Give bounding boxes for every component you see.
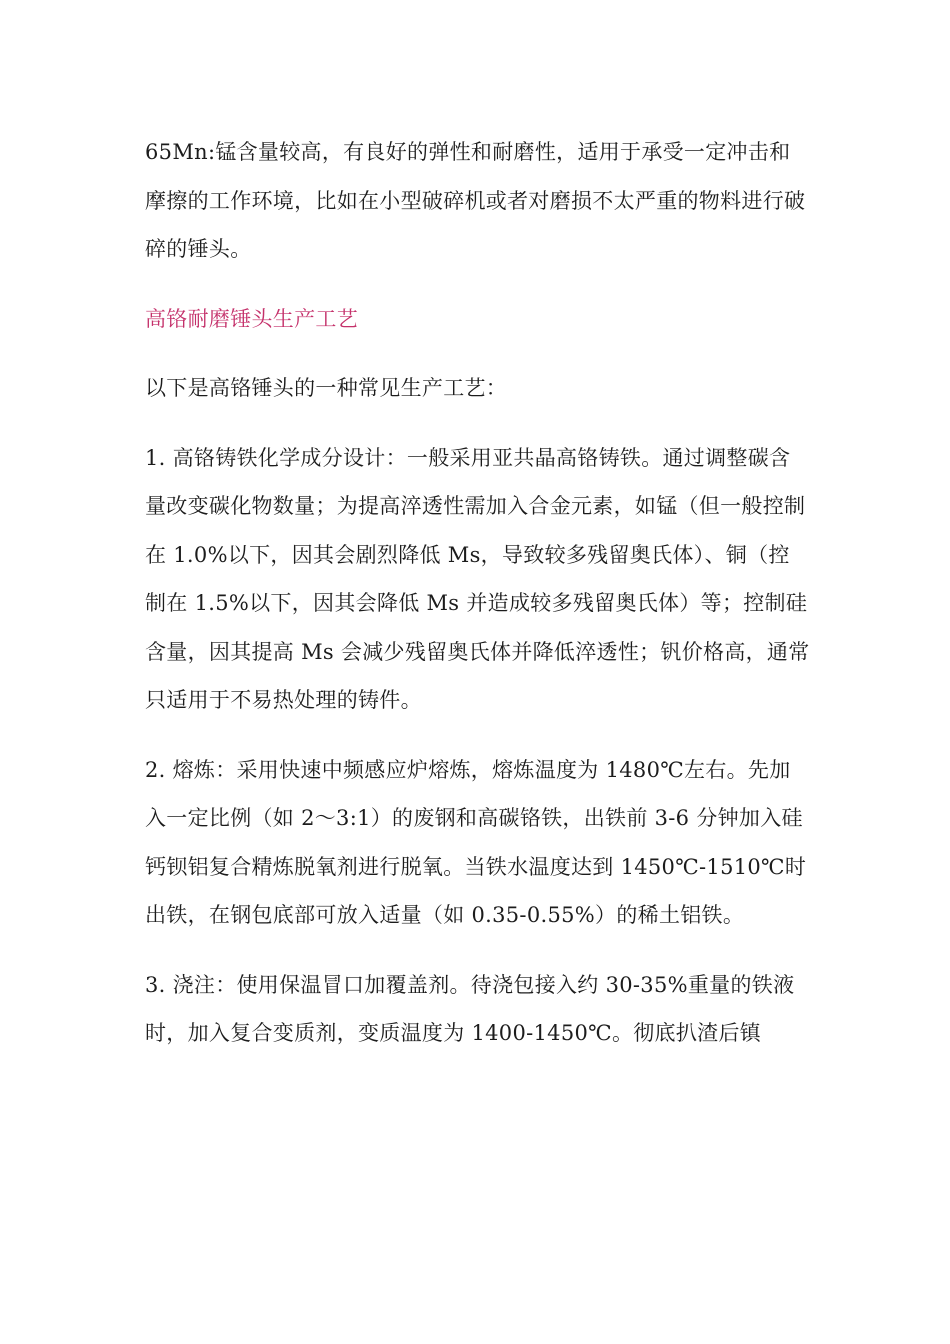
document-body — [145, 128, 810, 1079]
step-2-smelting: 2. 熔炼：采用快速中频感应炉熔炼，熔炼温度为 1480℃左右。先加入一定比例（如 2～3:1）的废钢和高碳铬铁，出铁前 3-6 分钟加入硅钙钡铝复合精炼脱氧剂进行脱氧。当铁水温度达到 1450℃-1510℃时出铁，在钢包底部可放入适量（如 0.35-0.55%）的稀土铝铁。 — [145, 757, 807, 927]
step-1-composition: 1. 高铬铸铁化学成分设计：一般采用亚共晶高铬铸铁。通过调整碳含量改变碳化物数量；为提高淬透性需加入合金元素，如锰（但一般控制在 1.0%以下，因其会剧烈降低 Ms，导致较多残留奥氏体）、铜（控制在 1.5%以下，因其会降低 Ms 并造成较多残留奥氏体）等；控制硅含量，因其提高 Ms 会减少残留奥氏体并降低淬透性；钒价格高，通常只适用于不易热处理的铸件。 — [145, 445, 810, 712]
intro-paragraph: 以下是高铬锤头的一种常见生产工艺： — [145, 376, 508, 400]
paragraph-65mn: 65Mn:锰含量较高，有良好的弹性和耐磨性，适用于承受一定冲击和摩擦的工作环境，比如在小型破碎机或者对磨损不太严重的物料进行破碎的锤头。 — [145, 140, 806, 261]
step-3-pouring: 3. 浇注：使用保温冒口加覆盖剂。待浇包接入约 30-35%重量的铁液时，加入复合变质剂，变质温度为 1400-1450℃。彻底扒渣后镇 — [145, 972, 795, 1045]
section-heading: 高铬耐磨锤头生产工艺 — [145, 306, 358, 331]
